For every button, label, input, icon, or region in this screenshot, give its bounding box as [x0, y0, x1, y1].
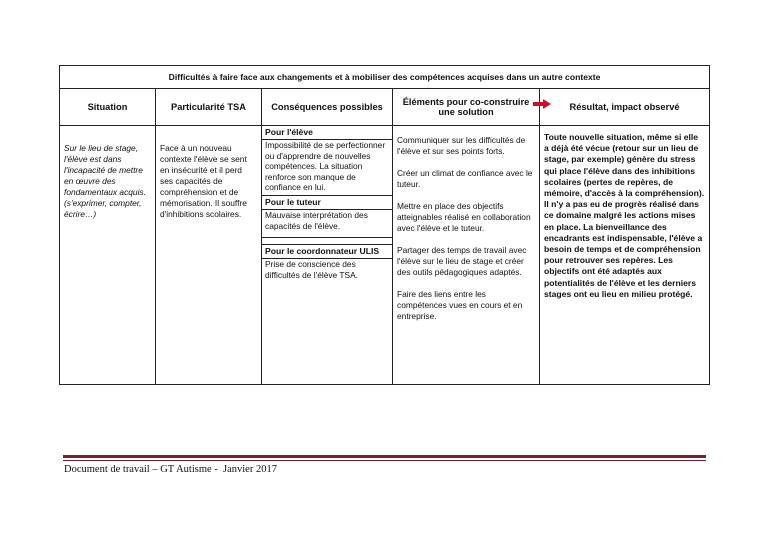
- cell-situation: [60, 126, 156, 385]
- cell-elements: [393, 126, 540, 385]
- header-resultat: [540, 89, 710, 126]
- header-situation: Situation: [60, 89, 156, 126]
- cell-particularite: [156, 126, 262, 385]
- table-title: Difficultés à faire face aux changements et à mobiliser des compétences acquises dans un autre contexte: [60, 66, 710, 89]
- header-consequences: Conséquences possibles: [262, 89, 393, 126]
- header-resultat-label: Résultat, impact observé: [569, 102, 680, 112]
- header-elements: Éléments pour co-construire une solution: [393, 89, 540, 126]
- particularite-text: Face à un nouveau contexte l'élève se sent en insécurité et il perd ses capacités de compréhension et de mémorisation. Il souffre d'inhibitions scolaires.: [160, 143, 247, 219]
- difficulties-table: [59, 65, 710, 385]
- consequence-ulis-heading: Pour le coordonnateur ULIS: [262, 244, 392, 259]
- right-arrow-icon: [533, 99, 551, 109]
- element-item: Mettre en place des objectifs atteignables réalisé en collaboration avec l'élève et le tuteur.: [397, 201, 531, 233]
- element-item: Créer un climat de confiance avec le tuteur.: [397, 168, 533, 189]
- elements-list: [393, 126, 539, 335]
- consequence-ulis-text: Prise de conscience des difficultés de l'élève TSA.: [265, 259, 358, 280]
- consequence-eleve-text: Impossibilité de se perfectionner ou d'apprendre de nouvelles compétences. La situation renforce son manque de confiance en lui.: [262, 139, 392, 195]
- element-item: Partager des temps de travail avec l'élève sur le lieu de stage et créer des outils pédagogiques adaptés.: [397, 245, 527, 277]
- cell-consequences: [262, 126, 393, 385]
- situation-text: Sur le lieu de stage, l'élève est dans l'incapacité de mettre en œuvre des fondamentaux acquis. (s'exprimer, compter, écrire…): [64, 143, 146, 219]
- consequence-eleve-heading: Pour l'élève: [265, 127, 313, 137]
- consequence-tuteur-heading: Pour le tuteur: [262, 195, 392, 210]
- footer-rule-thin: [63, 460, 706, 461]
- footer-text: Document de travail – GT Autisme - Janvier 2017: [64, 464, 277, 475]
- table-row: [60, 126, 710, 385]
- element-item: Communiquer sur les difficultés de l'élève et sur ses points forts.: [397, 135, 526, 156]
- header-particularite: Particularité TSA: [156, 89, 262, 126]
- footer-rule-thick: [63, 455, 706, 458]
- consequence-tuteur-text: Mauvaise interprétation des capacités de l'élève.: [262, 210, 392, 238]
- resultat-text: Toute nouvelle situation, même si elle a déjà été vécue (retour sur un lieu de stage, par exemple) génère du stress qui place l'élève dans des inhibitions scolaires (pertes de repères, de mémoire, d'accès à la compréhension). Il n'y a pas eu de progrès réalisé dans ce domaine malgré les actions mises en place. La bienveillance des encadrants est indispensable, l'élève a besoin de temps et de compréhension pour retrouver ses repères. Les objectifs ont été adaptés aux potentialités de l'élève et les derniers stages ont eu lieu en milieu protégé.: [544, 132, 705, 299]
- cell-resultat: [540, 126, 710, 385]
- element-item: Faire des liens entre les compétences vues en cours et en entreprise.: [397, 289, 523, 321]
